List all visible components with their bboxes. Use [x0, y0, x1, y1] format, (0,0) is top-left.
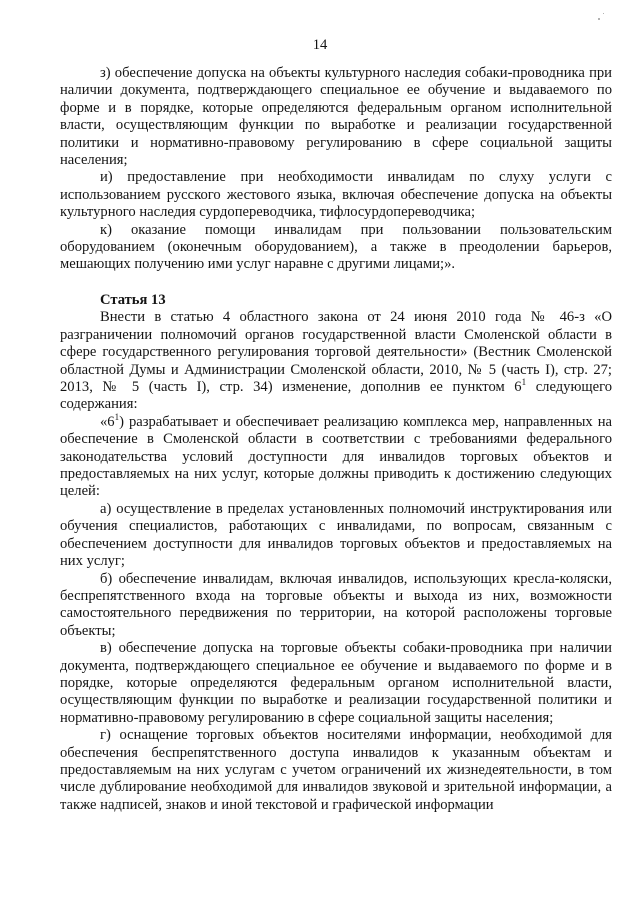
item-6-1	[60, 411, 612, 501]
paragraph-z: з) обеспечение допуска на объекты культурного наследия собаки-проводника при наличии документа, подтверждающего специальное ее обучение и выдаваемого по форме и в порядке, которые определяются федеральным органом исполнительной власти, осуществляющим функции по выработке и реализации государственной политики и нормативно-правовому регулированию в сфере социальной защиты населения;	[60, 65, 612, 169]
item-b: б) обеспечение инвалидам, включая инвалидов, использующих кресла-коляски, беспрепятственного входа на торговые объекты и выхода из них, возможности самостоятельного передвижения по территории, на которой расположены торговые объекты;	[60, 570, 612, 639]
page-number: 14	[312, 37, 328, 53]
item-6-1-superscript: 1	[114, 411, 120, 422]
article-intro	[60, 309, 612, 413]
item-v: в) обеспечение допуска на торговые объекты собаки-проводника при наличии документа, подтверждающего специальное ее обучение и выдаваемого по форме и в порядке, которые определяются федеральным органом исполнительной власти, осуществляющим функции по выработке и реализации государственной политики и нормативно-правовому регулированию в сфере социальной защиты населения;	[60, 640, 612, 726]
article-13	[60, 292, 612, 814]
scan-speck	[603, 13, 604, 14]
paragraph-i: и) предоставление при необходимости инвалидам по слуху услуги с использованием русского жестового языка, включая обеспечение допуска на объекты культурного наследия сурдопереводчика, тифлосурдопереводчика;	[60, 169, 612, 221]
scan-speck	[598, 18, 600, 20]
article-heading: Статья 13	[100, 292, 166, 308]
item-6-1-text: ) разрабатывает и обеспечивает реализацию комплекса мер, направленных на обеспечение в Смоленской области в соответствии с требованиями федерального законодательства условий доступности для инвалидов торговых объектов и предоставляемых на них услуг, которые должны приводить к достижению следующих целей:	[60, 413, 612, 500]
item-6-1-number: «6	[100, 413, 115, 430]
article-intro-superscript: 1	[521, 377, 527, 388]
article-intro-tail: следующего содержания:	[60, 379, 612, 413]
section-top	[60, 65, 612, 274]
item-a: а) осуществление в пределах установленных полномочий инструктирования или обучения специалистов, работающих с инвалидами, по вопросам, связанным с обеспечением доступности для инвалидов торговых объектов и предоставляемых на них услуг;	[60, 500, 612, 570]
item-g: г) оснащение торговых объектов носителями информации, необходимой для обеспечения беспрепятственного доступа инвалидов к указанным объектам и предоставляемым на них услугам с учетом ограничений их жизнедеятельности, в том числе дублирование необходимой для инвалидов звуковой и зрительной информации, а также надписей, знаков и иной текстовой и графической информации	[60, 727, 612, 813]
article-intro-text: Внести в статью 4 областного закона от 24 июня 2010 года № 46-з «О разграничении полномочий органов государственной власти Смоленской области в сфере государственного регулирования торговой деятельности» (Вестник Смоленской областной Думы и Администрации Смоленской области, 2010, № 5 (часть I), стр. 27; 2013, № 5 (часть I), стр. 34) изменение, дополнив ее пунктом 6	[60, 309, 612, 396]
paragraph-k: к) оказание помощи инвалидам при пользовании пользовательским оборудованием (оконечным оборудованием), а также в преодолении барьеров, мешающих получению ими услуг наравне с другими лицами;».	[60, 221, 612, 273]
